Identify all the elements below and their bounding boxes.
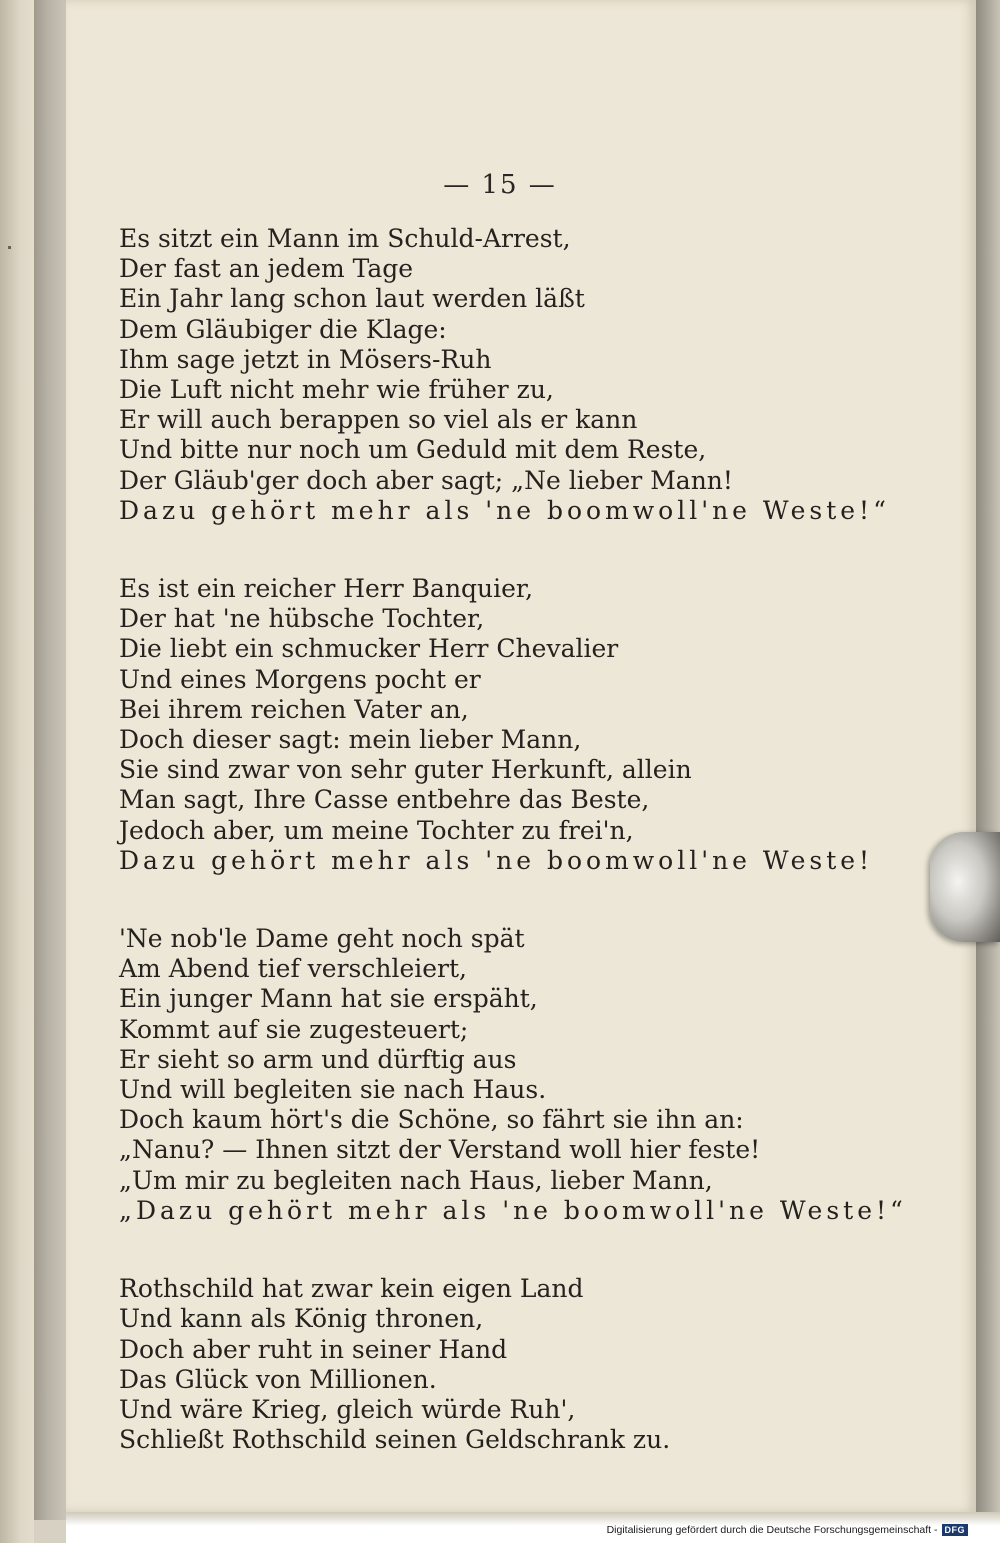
verse-line: Die liebt ein schmucker Herr Chevalier [119, 634, 619, 664]
verse-line: Er sieht so arm und dürftig aus [119, 1044, 517, 1074]
verse-line: Es sitzt ein Mann im Schuld-Arrest, [119, 224, 571, 253]
dfg-logo-icon: DFG [942, 1524, 969, 1536]
verse-line: Doch aber ruht in seiner Hand [119, 1334, 508, 1364]
verse-line: Und will begleiten sie nach Haus. [119, 1075, 547, 1105]
book-right-edge [976, 0, 1000, 1525]
verse-line: Doch kaum hört's die Schöne, so fährt sie ihn an: [119, 1105, 744, 1135]
verse-line: Ihm sage jetzt in Mösers-Ruh [119, 344, 492, 374]
margin-mark [8, 246, 11, 249]
verse-line: Rothschild hat zwar kein eigen Land [119, 1274, 584, 1304]
page-number [0, 170, 1000, 200]
verse-line: Man sagt, Ihre Casse entbehre das Beste, [119, 785, 650, 815]
verse-line: Am Abend tief verschleiert, [119, 954, 467, 984]
verse-line: Ein junger Mann hat sie erspäht, [119, 984, 538, 1014]
verse-line: Und eines Morgens pocht er [119, 664, 481, 694]
verse-line: Sie sind zwar von sehr guter Herkunft, allein [119, 755, 692, 785]
verse-line: Kommt auf sie zugesteuert; [119, 1014, 469, 1044]
verse-line: „Nanu? — Ihnen sitzt der Verstand woll hier feste! [119, 1135, 761, 1165]
binding-gutter [34, 0, 68, 1520]
refrain-line: „Dazu gehört mehr als 'ne boomwoll'ne Weste!“ [119, 1195, 907, 1225]
verse-line: Der fast an jedem Tage [119, 254, 414, 284]
verse-line: „Um mir zu begleiten nach Haus, lieber Mann, [119, 1165, 713, 1195]
verse-line: Der hat 'ne hübsche Tochter, [119, 604, 485, 634]
credit-text: Digitalisierung gefördert durch die Deutsche Forschungsgemeinschaft - [606, 1524, 938, 1536]
page-clip [930, 832, 1000, 942]
stanza [119, 574, 939, 876]
verse-line: Und kann als König thronen, [119, 1304, 484, 1334]
verse-line: Jedoch aber, um meine Tochter zu frei'n, [119, 815, 634, 845]
verse-line: Der Gläub'ger doch aber sagt; „Ne lieber Mann! [119, 465, 733, 495]
poem-text [119, 224, 939, 1503]
refrain-line: Dazu gehört mehr als 'ne boomwoll'ne Weste! [119, 845, 874, 875]
stanza [119, 924, 939, 1226]
verse-line: Schließt Rothschild seinen Geldschrank zu. [119, 1425, 671, 1455]
stanza [119, 1274, 939, 1455]
digitization-credit [607, 1524, 968, 1536]
verse-line: 'Ne nob'le Dame geht noch spät [119, 924, 525, 954]
verse-line: Das Glück von Millionen. [119, 1364, 437, 1394]
verse-line: Die Luft nicht mehr wie früher zu, [119, 375, 554, 405]
verse-line: Und wäre Krieg, gleich würde Ruh', [119, 1394, 576, 1424]
verse-line: Doch dieser sagt: mein lieber Mann, [119, 725, 582, 755]
verse-line: Und bitte nur noch um Geduld mit dem Reste, [119, 435, 707, 465]
verse-line: Bei ihrem reichen Vater an, [119, 694, 469, 724]
previous-page-edge [0, 0, 34, 1543]
verse-line: Dem Gläubiger die Klage: [119, 314, 447, 344]
stanza [119, 224, 939, 526]
verse-line: Er will auch berappen so viel als er kann [119, 405, 638, 435]
verse-line: Ein Jahr lang schon laut werden läßt [119, 284, 585, 314]
refrain-line: Dazu gehört mehr als 'ne boomwoll'ne Weste!“ [119, 495, 890, 525]
page-number-label: — 15 — [443, 170, 557, 200]
verse-line: Es ist ein reicher Herr Banquier, [119, 574, 534, 604]
